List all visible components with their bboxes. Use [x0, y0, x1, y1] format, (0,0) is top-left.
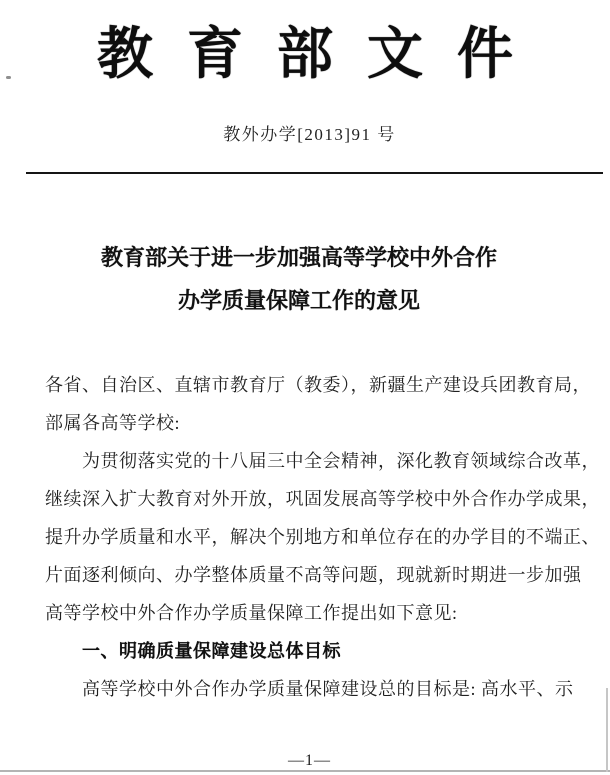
body-line-paragraph-3: 提升办学质量和水平，解决个别地方和单位存在的办学目的不端正、	[45, 527, 600, 547]
header-divider-rule	[26, 172, 603, 174]
body-line-paragraph-4: 片面逐利倾向、办学整体质量不高等问题，现就新时期进一步加强	[45, 565, 582, 585]
body-line-paragraph-2: 继续深入扩大教育对外开放，巩固发展高等学校中外合作办学成果，	[45, 489, 600, 509]
body-line-salutation-2: 部属各高等学校:	[45, 413, 181, 433]
document-reference-number: 教外办学[2013]91 号	[223, 125, 396, 144]
body-line-paragraph-6: 高等学校中外合作办学质量保障建设总的目标是: 高水平、示	[82, 679, 574, 699]
document-title-line-2: 办学质量保障工作的意见	[177, 288, 420, 313]
scan-bottom-edge-line	[0, 770, 610, 772]
body-line-paragraph-5: 高等学校中外合作办学质量保障工作提出如下意见:	[45, 603, 458, 623]
body-line-salutation-1: 各省、自治区、直辖市教育厅（教委），新疆生产建设兵团教育局，	[45, 375, 591, 395]
document-title	[0, 236, 610, 322]
document-title-line-1: 教育部关于进一步加强高等学校中外合作	[100, 245, 497, 270]
body-line-paragraph-1: 为贯彻落实党的十八届三中全会精神，深化教育领域综合改革，	[82, 451, 600, 471]
agency-header-title: 教育部文件	[97, 24, 547, 86]
section-heading-1: 一、明确质量保障建设总体目标	[82, 641, 341, 661]
page-number: —1—	[288, 752, 331, 769]
document-body	[45, 366, 601, 708]
scan-right-edge-line	[606, 688, 608, 772]
